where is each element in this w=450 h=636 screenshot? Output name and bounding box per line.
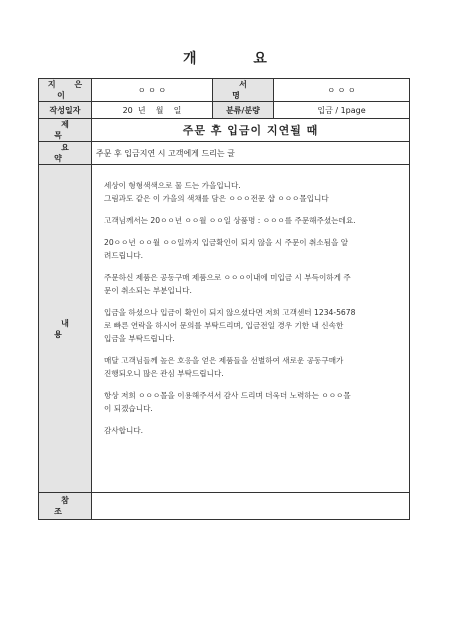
category-value: 입금 / 1page [274,102,410,119]
content-line: 그림과도 같은 이 가을의 색채를 담은 ㅇㅇㅇ전문 샵 ㅇㅇㅇ몰입니다 [104,194,329,203]
document-title: 개 요 [183,51,293,67]
subject-label: 제 목 [39,119,92,142]
content-line: 항상 저희 ㅇㅇㅇ몰을 이용해주셔서 감사 드리며 더욱더 노력하는 ㅇㅇㅇ몰 [104,391,351,400]
author-label: 지 은 이 [39,79,92,102]
content-paragraph [104,236,399,262]
content-paragraph [104,179,399,205]
reference-value [92,493,410,520]
content-paragraph [104,389,399,415]
summary-form-table [38,78,410,520]
content-line: 감사합니다. [104,426,144,435]
content-line: 이 되겠습니다. [104,404,153,413]
summary-row [39,142,410,165]
signature-value: ㅇ ㅇ ㅇ [274,79,410,102]
date-value: 20 년 월 일 [92,102,213,119]
content-line: 입금을 하셨으나 입금이 확인이 되지 않으셨다면 저희 고객센터 1234-5678 [104,308,356,317]
content-line: 세상이 형형색색으로 물 드는 가을입니다. [104,181,241,190]
content-line: 입금을 부탁드립니다. [104,334,175,343]
summary-value: 주문 후 입금지연 시 고객에게 드리는 글 [92,142,410,165]
category-label: 분류/분량 [213,102,274,119]
subject-row [39,119,410,142]
content-line: 매달 고객님들께 높은 호응을 얻은 제품들을 선별하여 새로운 공동구매가 [104,356,344,365]
content-paragraph [104,424,399,437]
signature-label: 서 명 [213,79,274,102]
content-body [92,165,410,493]
content-line: 고객님께서는 20ㅇㅇ년 ㅇㅇ월 ㅇㅇ일 상품명 : ㅇㅇㅇ를 주문해주셨는데요. [104,216,356,225]
content-paragraph [104,306,399,345]
content-paragraph [104,354,399,380]
reference-row [39,493,410,520]
date-label: 작성일자 [39,102,92,119]
date-row [39,102,410,119]
content-line: 문이 취소되는 부분입니다. [104,286,192,295]
content-paragraph [104,214,399,227]
reference-label: 참 조 [39,493,92,520]
author-row [39,79,410,102]
content-line: 20ㅇㅇ년 ㅇㅇ월 ㅇㅇ일까지 입금확인이 되지 않을 시 주문이 취소됨을 알 [104,238,349,247]
content-row [39,165,410,493]
content-line: 로 빠른 연락을 하시어 문의를 부탁드리며, 입금전일 경우 기한 내 신속한 [104,321,344,330]
content-line: 려드립니다. [104,251,144,260]
author-value: ㅇ ㅇ ㅇ [92,79,213,102]
content-line: 진행되오니 많은 관심 부탁드립니다. [104,369,224,378]
subject-value: 주문 후 입금이 지연될 때 [92,119,410,142]
content-line: 주문하신 제품은 공동구매 제품으로 ㅇㅇㅇ이내에 미입금 시 부득이하게 주 [104,273,351,282]
content-paragraph [104,271,399,297]
summary-label: 요 약 [39,142,92,165]
content-label: 내 용 [39,165,92,493]
